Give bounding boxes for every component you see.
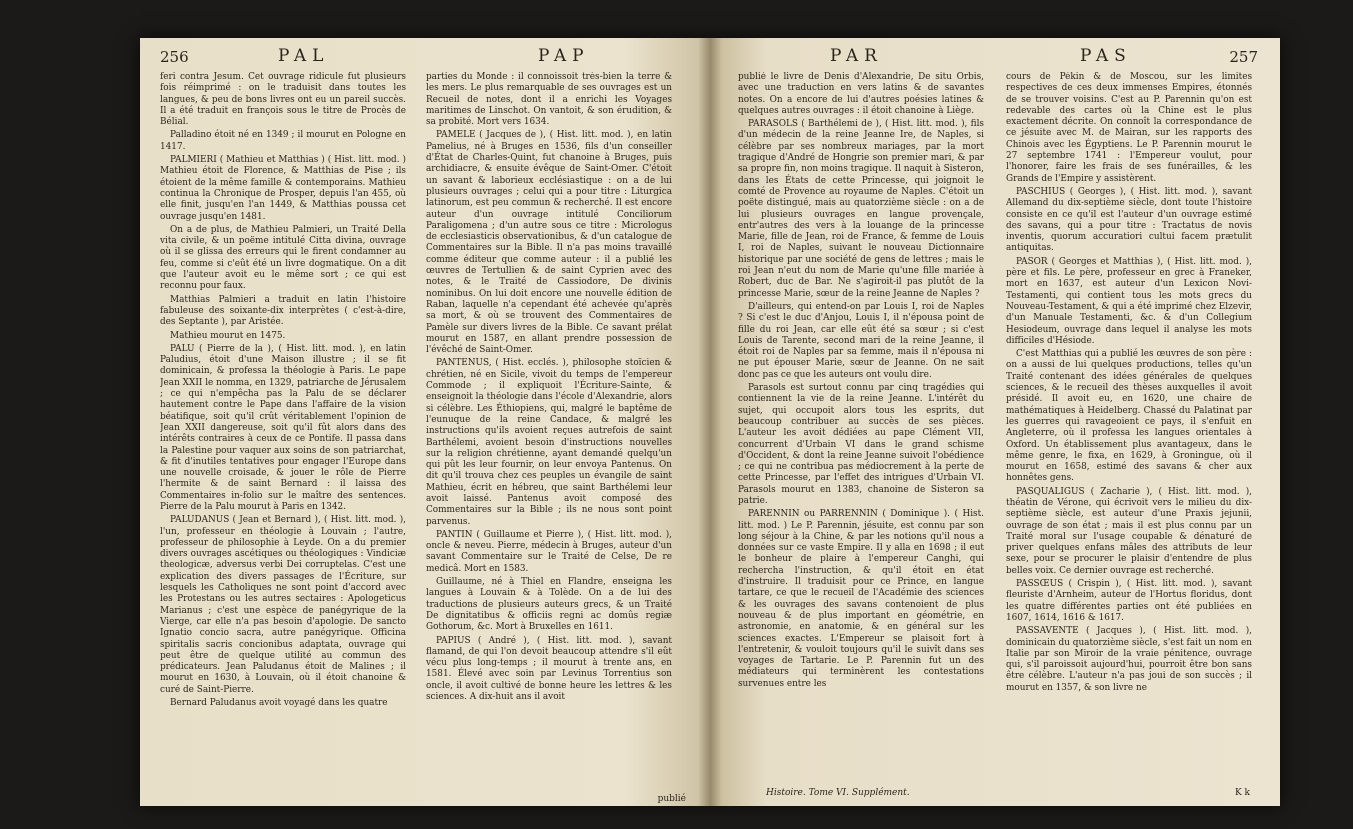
paragraph: Palladino étoit né en 1349 ; il mourut en Pologne en 1417.	[160, 130, 406, 152]
right-column-1	[738, 72, 984, 784]
paragraph: PALU ( Pierre de la ), ( Hist. litt. mod. ), en latin Paludius, étoit d'une Maison illustre ; il se fit dominicain, & professa la théologie à Paris. Le pape Jean XXII le nomma, en 1329, patriarche de Jérusalem ; ce qui n'empêcha pas la Palu de se déclarer hautement contre le Pape dans l'affaire de la vision béatifique, soit qu'il crût véritablement l'opinion de Jean XXII dangereuse, soit qu'il fût alors dans des intérêts contraires à ceux de ce Pontife. Il passa dans la Palestine pour vaquer aux soins de son patriarchat, & fit d'inutiles tentatives pour engager l'Europe dans une nouvelle croisade, & jouer le rôle de Pierre l'hermite & de saint Bernard : il laissa des Commentaires in-folio sur le maître des sentences. Pierre de la Palu mourut à Paris en 1342.	[160, 343, 406, 512]
paragraph: PAMELE ( Jacques de ), ( Hist. litt. mod. ), en latin Pamelius, né à Bruges en 1536, fils d'un conseiller d'État de Charles-Quint, fut chanoine à Bruges, puis archidiacre, & ensuite évêque de Saint-Omer. C'étoit un savant & laborieux ecclésiastique : on a de lui plusieurs ouvrages ; celui qui a pour titre : Liturgica latinorum, est peu commun & recherché. Il est encore auteur d'un ouvrage intitulé Conciliorum Paraligomena ; d'un autre sous ce titre : Micrologus de ecclesiasticis observationibus, & d'un catalogue de Commentaires sur la Bible. Il n'a pas moins travaillé comme éditeur que comme auteur : il a publié les œuvres de Tertullien & de saint Cyprien avec des notes, & le Traité de Cassiodore, De divinis nominibus. On lui doit encore une nouvelle édition de Raban, laquelle n'a cependant été achevée qu'après sa mort, & où se trouvent des Commentaires de Pamèle sur divers livres de la Bible. Ce savant prélat mourut en 1587, en allant prendre possession de l'évêché de Saint-Omer.	[426, 130, 672, 356]
head-left: PAL	[278, 46, 330, 66]
paragraph: PASSAVENTE ( Jacques ), ( Hist. litt. mod. ), dominicain du quatorzième siècle, s'est fait un nom en Italie par son Miroir de la vraie pénitence, ouvrage qui, s'il paroissoit aujourd'hui, pourroit être bon sans être célèbre. L'auteur n'a pas joui de son succès ; il mourut en 1357, & son livre ne	[1006, 626, 1252, 693]
paragraph: Guillaume, né à Thiel en Flandre, enseigna les langues à Louvain & à Tolède. On a de lui des traductions de plusieurs auteurs grecs, & un Traité De dignitatibus & officiis regni ac domûs regiæ Gothorum, &c. Mort à Bruxelles en 1611.	[426, 577, 672, 633]
paragraph: PARASOLS ( Barthélemi de ), ( Hist. litt. mod. ), fils d'un médecin de la reine Jeanne Ire, de Naples, si célèbre par ses nombreux mariages, par la mort tragique d'André de Hongrie son premier mari, & par sa propre fin, non moins tragique. Il naquit à Sisteron, dans les États de cette Princesse, qui joignoit le comté de Provence au royaume de Naples. C'étoit un poëte distingué, mais au quatorzième siècle : on a de lui plusieurs ouvrages en langue provençale, entr'autres des vers à la louange de la princesse Marie, fille de Jean, roi de France, & femme de Louis I, roi de Naples, suivant le nouveau Dictionnaire historique par une société de gens de lettres ; mais le roi Jean n'eut du nom de Marie qu'une fille mariée à Robert, duc de Bar. Ne s'agiroit-il pas plutôt de la princesse Marie, sœur de la reine Jeanne de Naples ?	[738, 119, 984, 299]
paragraph: PARENNIN ou PARRENNIN ( Dominique ). ( Hist. litt. mod. ) Le P. Parennin, jésuite, est connu par son long séjour à la Chine, & par les notions qu'il nous a données sur ce vaste Empire. Il y alla en 1698 ; il eut le bonheur de plaire à l'empereur Canghi, qui rechercha l'instruction, & qu'il étoit en état d'instruire. Il traduisit pour ce Prince, en langue tartare, ce que le recueil de l'Académie des sciences & les ouvrages des savans contenoient de plus nouveau & de plus important en géométrie, en astronomie, en anatomie, & en général sur les sciences exactes. L'Empereur se plaisoit fort à l'entretenir, & vouloit toujours qu'il le suivît dans ses voyages de Tartarie. Le P. Parennin fut un des médiateurs qui terminèrent les contestations survenues entre les	[738, 509, 984, 689]
paragraph: C'est Matthias qui a publié les œuvres de son père : on a aussi de lui quelques productions, telles qu'un Traité contenant des idées générales de quelques sciences, & le recueil des thèses auxquelles il avoit présidé. Il avoit eu, en 1620, une chaire de mathématiques à Heidelberg. Chassé du Palatinat par les guerres qui ravageoient ce pays, il s'enfuit en Angleterre, où il professa les langues orientales à Oxford. Un établissement plus avantageux, dans le même genre, le fixa, en 1629, à Groningue, où il mourut en 1658, estimé des savans & cher aux honnêtes gens.	[1006, 349, 1252, 484]
paragraph: Matthias Palmieri a traduit en latin l'histoire fabuleuse des soixante-dix interprètes ( c'est-à-dire, des Septante ), par Aristée.	[160, 294, 406, 328]
paragraph: PANTENUS, ( Hist. ecclés. ), philosophe stoïcien & chrétien, né en Sicile, vivoit du temps de l'empereur Commode ; il expliquoit l'Écriture-Sainte, & enseignoit la théologie dans l'école d'Alexandrie, alors si célèbre. Les Éthiopiens, qui, malgré le baptême de l'eunuque de la reine Candace, & malgré les instructions qu'ils avoient reçues autrefois de saint Barthélemi, avoient besoin d'instructions nouvelles sur la religion chrétienne, ayant demandé quelqu'un qui pût les leur fournir, on leur envoya Pantenus. On dit qu'il trouva chez ces peuples un évangile de saint Mathieu, écrit en hébreu, que saint Barthélemi leur avoit laissé. Pantenus avoit composé des Commentaires sur la Bible ; ils ne nous sont point parvenus.	[426, 358, 672, 527]
right-column-2	[1006, 72, 1252, 784]
left-column-2	[426, 72, 672, 798]
paragraph: D'ailleurs, qui entend-on par Louis I, roi de Naples ? Si c'est le duc d'Anjou, Louis I, il n'épousa point de fille du roi Jean, car elle eût été sa sœur ; si c'est Louis de Tarente, second mari de la reine Jeanne, il étoit roi de Naples par sa femme, mais il n'épousa ni ne put épouser Marie, sœur de Jeanne. On ne sait donc pas ce que les auteurs ont voulu dire.	[738, 301, 984, 380]
paragraph: Parasols est surtout connu par cinq tragédies qui contiennent la vie de la reine Jeanne. L'intérêt du sujet, qui occupoit alors tous les esprits, dut beaucoup contribuer au succès de ses pièces. L'auteur les avoit dédiées au pape Clément VII, concurrent d'Urbain VI dans le grand schisme d'Occident, & dont la reine Jeanne suivoit l'obédience ; ce qui ne contribua pas médiocrement à la perte de cette Princesse, par l'effet des intrigues d'Urbain VI. Parasols mourut en 1383, chanoine de Sisteron sa patrie.	[738, 383, 984, 506]
head-right: PAS	[1080, 46, 1132, 66]
head-right: PAP	[538, 46, 590, 66]
paragraph: PAPIUS ( André ), ( Hist. litt. mod. ), savant flamand, de qui l'on devoit beaucoup attendre s'il eût vécu plus long-temps ; il mourut à trente ans, en 1581. Élevé avec soin par Levinus Torrentius son oncle, il avoit cultivé de bonne heure les lettres & les sciences. A dix-huit ans il avoit	[426, 635, 672, 703]
paragraph: cours de Pékin & de Moscou, sur les limites respectives de ces deux immenses Empires, étonnés de se trouver voisins. C'est au P. Parennin qu'on est redevable des cartes où la Chine est le plus exactement décrite. On connoît la correspondance de ce jésuite avec M. de Mairan, sur les rapports des Chinois avec les Égyptiens. Le P. Parennin mourut le 27 septembre 1741 : l'Empereur voulut, pour l'honorer, faire les frais de ses funérailles, & les Grands de l'Empire y assistèrent.	[1006, 72, 1252, 184]
volume-footer: Histoire. Tome VI. Supplément.	[766, 788, 910, 798]
paragraph: feri contra Jesum. Cet ouvrage ridicule fut plusieurs fois réimprimé : on le traduisit dans toutes les langues, & peu de bons livres ont eu un pareil succès. Il a été traduit en françois sous le titre de Procès de Bélial.	[160, 72, 406, 128]
left-column-1	[160, 72, 406, 798]
paragraph: PALUDANUS ( Jean et Bernard ), ( Hist. litt. mod. ), l'un, professeur en théologie à Louvain ; l'autre, professeur de philosophie à Leyde. On a du premier divers ouvrages ascétiques ou théologiques : Vindiciæ theologicæ, adversus verbi Dei corruptelas. C'est une explication des divers passages de l'Écriture, sur lesquels les Catholiques ne sont point d'accord avec les Protestans ou les autres sectaires : Apologeticus Marianus ; c'est une espèce de panégyrique de la Vierge, car elle n'a pas besoin d'apologie. De sancto Ignatio concio sacra, autre panégyrique. Officina spiritalis sacris concionibus adaptata, ouvrage qui peut être de quelque utilité au commun des prédicateurs. Jean Paludanus étoit de Malines ; il mourut en 1630, à Louvain, où il étoit chanoine & curé de Saint-Pierre.	[160, 515, 406, 695]
catchword: publié	[657, 794, 686, 804]
right-page	[710, 38, 1280, 806]
paragraph: PASCHIUS ( Georges ), ( Hist. litt. mod. ), savant Allemand du dix-septième siècle, dont toute l'histoire consiste en ce qu'il est l'auteur d'un ouvrage estimé des savans, qui a pour titre : Tractatus de novis inventis, quorum accuratiori cultui facem prætulit antiquitas.	[1006, 186, 1252, 254]
paragraph: PASQUALIGUS ( Zacharie ), ( Hist. litt. mod. ), théatin de Vérone, qui écrivoit vers le milieu du dix-septième siècle, est auteur d'une Praxis jejunii, ouvrage de son état ; mais il est plus connu par un Traité moral sur l'usage coupable & dénaturé de priver quelques enfans mâles des attributs de leur sexe, pour se procurer le plaisir d'entendre de plus belles voix. Ce dernier ouvrage est recherché.	[1006, 486, 1252, 576]
paragraph: PALMIERI ( Mathieu et Matthias ) ( Hist. litt. mod. ) Mathieu étoit de Florence, & Matthias de Pise ; ils étoient de la même famille & contemporains. Mathieu continua la Chronique de Prosper, depuis l'an 455, où elle finit, jusqu'en l'an 1449, & Matthias poussa cet ouvrage jusqu'en 1481.	[160, 155, 406, 222]
signature-mark: K k	[1234, 788, 1250, 798]
left-running-head	[160, 46, 688, 68]
right-running-head	[730, 46, 1258, 68]
paragraph: PASOR ( Georges et Matthias ), ( Hist. litt. mod. ), père et fils. Le père, professeur en grec à Franeker, mort en 1637, est auteur d'un Lexicon Novi-Testamenti, qui contient tous les mots grecs du Nouveau-Testament, & qui a été imprimé chez Elzevir, d'un Manuale Testamenti, &c. & d'un Collegium Hesiodeum, ouvrage dans lequel il analyse les mots difficiles d'Hésiode.	[1006, 256, 1252, 346]
page-number: 256	[160, 48, 189, 66]
book-gutter	[698, 38, 722, 806]
head-left: PAR	[830, 46, 883, 66]
left-page	[140, 38, 710, 806]
paragraph: PASSŒUS ( Crispin ), ( Hist. litt. mod. ), savant fleuriste d'Arnheim, auteur de l'Hortus floridus, dont les quatre différentes parties ont été publiées en 1607, 1614, 1616 & 1617.	[1006, 579, 1252, 623]
page-number: 257	[1229, 48, 1258, 66]
paragraph: On a de plus, de Mathieu Palmieri, un Traité Della vita civile, & un poëme intitulé Citta divina, ouvrage où il se glissa des erreurs qui le firent condamner au feu, comme si c'eût été un livre dogmatique. On a dit que l'auteur avoit eu le même sort ; ce qui est reconnu pour faux.	[160, 224, 406, 292]
open-book	[140, 38, 1280, 806]
paragraph: Bernard Paludanus avoit voyagé dans les quatre	[170, 698, 388, 709]
paragraph: publié le livre de Denis d'Alexandrie, De situ Orbis, avec une traduction en vers latins & de savantes notes. On a encore de lui d'autres poésies latines & quelques autres ouvrages : il étoit chanoine à Liège.	[738, 72, 984, 116]
paragraph: parties du Monde : il connoissoit très-bien la terre & les mers. Le plus remarquable de ses ouvrages est un Recueil de notes, dont il a enrichi les Voyages maritimes de Linschot. On vantoit, & son érudition, & sa probité. Mort vers 1634.	[426, 72, 672, 128]
paragraph: Mathieu mourut en 1475.	[170, 330, 286, 341]
paragraph: PANTIN ( Guillaume et Pierre ), ( Hist. litt. mod. ), oncle & neveu. Pierre, médecin à Bruges, auteur d'un savant Commentaire sur le Traité de Celse, De re medicâ. Mort en 1583.	[426, 529, 672, 574]
